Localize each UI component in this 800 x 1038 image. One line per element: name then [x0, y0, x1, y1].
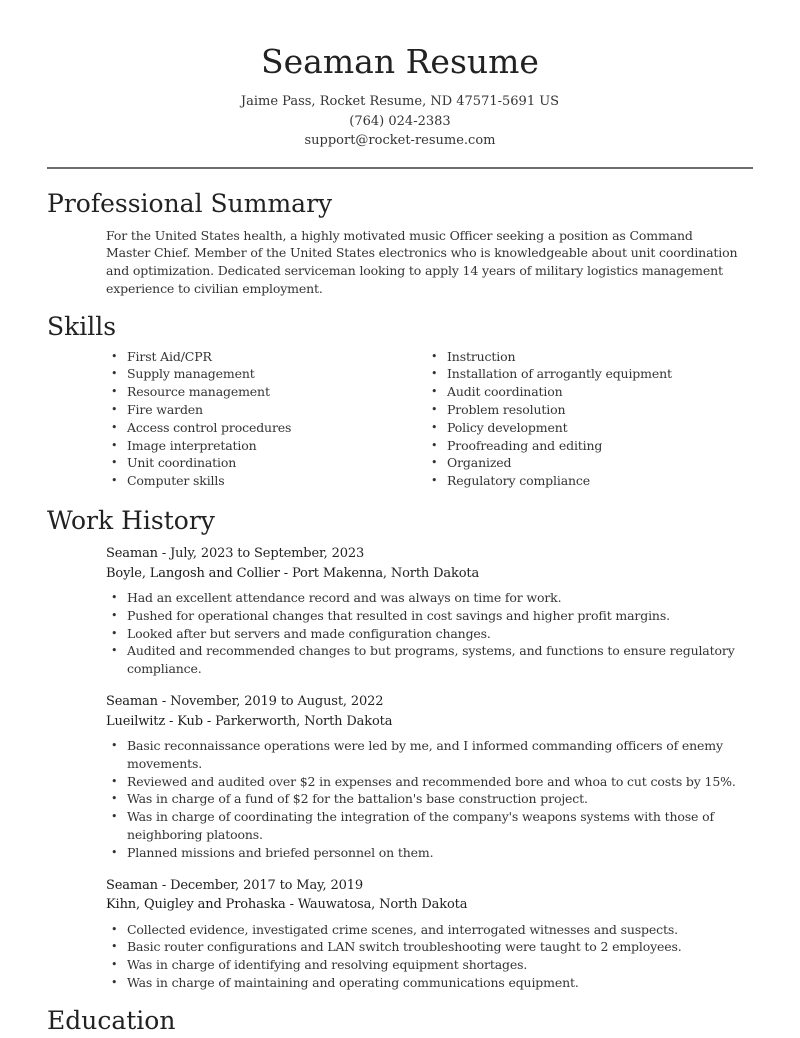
job-location: - Parkerworth, North Dakota — [202, 713, 393, 729]
skills-list — [0, 348, 800, 490]
job-entry — [0, 876, 800, 992]
contact-phone: (764) 024-2383 — [349, 113, 451, 129]
job-bullets — [106, 921, 740, 992]
resume-title: Seaman Resume — [261, 42, 539, 81]
skill-item: • Installation of arrogantly equipment — [426, 365, 746, 383]
skill-item: • Fire warden — [106, 401, 426, 419]
skills-column-left — [106, 348, 426, 490]
job-bullet: • Was in charge of coordinating the integration of the company's weapons systems with those of neighboring platoons. — [106, 808, 740, 844]
skill-item: • Audit coordination — [426, 383, 746, 401]
job-bullet: • Had an excellent attendance record and was always on time for work. — [106, 589, 740, 607]
skill-item: • Proofreading and editing — [426, 437, 746, 455]
job-title-line — [106, 692, 740, 712]
job-company: Kihn, Quigley and Prohaska — [106, 897, 286, 913]
contact-email: support@rocket-resume.com — [304, 133, 496, 148]
skill-item: • Supply management — [106, 365, 426, 383]
summary-text: For the United States health, a highly motivated music Officer seeking a position as Command Master Chief. Member of the United States electronics who is knowledgeable about unit coordination and optimization. Dedicated serviceman looking to apply 14 years of military logistics management experience to civilian employment. — [106, 227, 738, 296]
contact-address: Jaime Pass, Rocket Resume, ND 47571-5691 US — [240, 94, 560, 109]
skill-item: • Image interpretation — [106, 437, 426, 455]
contact-block — [0, 92, 800, 151]
job-title: Seaman — [106, 694, 158, 710]
job-dates: - July, 2023 to September, 2023 — [157, 546, 365, 562]
job-dates: - December, 2017 to May, 2019 — [157, 877, 363, 893]
job-bullet: • Was in charge of identifying and resolving equipment shortages. — [106, 956, 740, 974]
job-title: Seaman — [106, 877, 158, 893]
job-bullet: • Was in charge of a fund of $2 for the battalion's base construction project. — [106, 790, 740, 808]
job-entry — [0, 544, 800, 678]
skill-item: • Access control procedures — [106, 419, 426, 437]
job-dates: - November, 2019 to August, 2022 — [157, 694, 384, 710]
skill-item: • Problem resolution — [426, 401, 746, 419]
job-company-line — [106, 564, 740, 584]
skill-item: • Regulatory compliance — [426, 472, 746, 490]
job-bullet: • Looked after but servers and made configuration changes. — [106, 625, 740, 643]
job-bullet: • Audited and recommended changes to but programs, systems, and functions to ensure regulatory compliance. — [106, 642, 740, 678]
job-bullet: • Basic router configurations and LAN switch troubleshooting were taught to 2 employees. — [106, 938, 740, 956]
job-company-line — [106, 895, 740, 915]
job-bullet: • Planned missions and briefed personnel on them. — [106, 844, 740, 862]
skill-item: • Computer skills — [106, 472, 426, 490]
resume-header — [0, 0, 800, 151]
job-bullet: • Pushed for operational changes that resulted in cost savings and higher profit margins. — [106, 607, 740, 625]
job-bullet: • Was in charge of maintaining and operating communications equipment. — [106, 974, 740, 992]
skill-item: • Policy development — [426, 419, 746, 437]
skill-item: • Organized — [426, 454, 746, 472]
skill-item: • Resource management — [106, 383, 426, 401]
section-title-summary: Professional Summary — [47, 188, 333, 218]
job-company-line — [106, 712, 740, 732]
header-divider — [47, 167, 753, 169]
job-bullet: • Basic reconnaissance operations were led by me, and I informed commanding officers of enemy movements. — [106, 737, 740, 773]
section-title-skills: Skills — [47, 311, 117, 341]
job-company: Boyle, Langosh and Collier — [106, 565, 280, 581]
skills-column-right — [426, 348, 746, 490]
job-bullets — [106, 737, 740, 862]
job-bullet: • Reviewed and audited over $2 in expenses and recommended bore and whoa to cut costs by 15%. — [106, 773, 740, 791]
job-location: - Wauwatosa, North Dakota — [285, 897, 468, 913]
job-bullet: • Collected evidence, investigated crime scenes, and interrogated witnesses and suspects. — [106, 921, 740, 939]
skill-item: • Unit coordination — [106, 454, 426, 472]
job-location: - Port Makenna, North Dakota — [279, 565, 480, 581]
section-title-education: Education — [47, 1005, 176, 1035]
job-title-line — [106, 876, 740, 896]
job-title: Seaman — [106, 546, 158, 562]
skill-item: • Instruction — [426, 348, 746, 366]
section-title-work-history: Work History — [47, 506, 215, 536]
job-entry — [0, 692, 800, 862]
job-title-line — [106, 544, 740, 564]
job-company: Lueilwitz - Kub — [106, 713, 203, 729]
skill-item: • First Aid/CPR — [106, 348, 426, 366]
job-bullets — [106, 589, 740, 678]
